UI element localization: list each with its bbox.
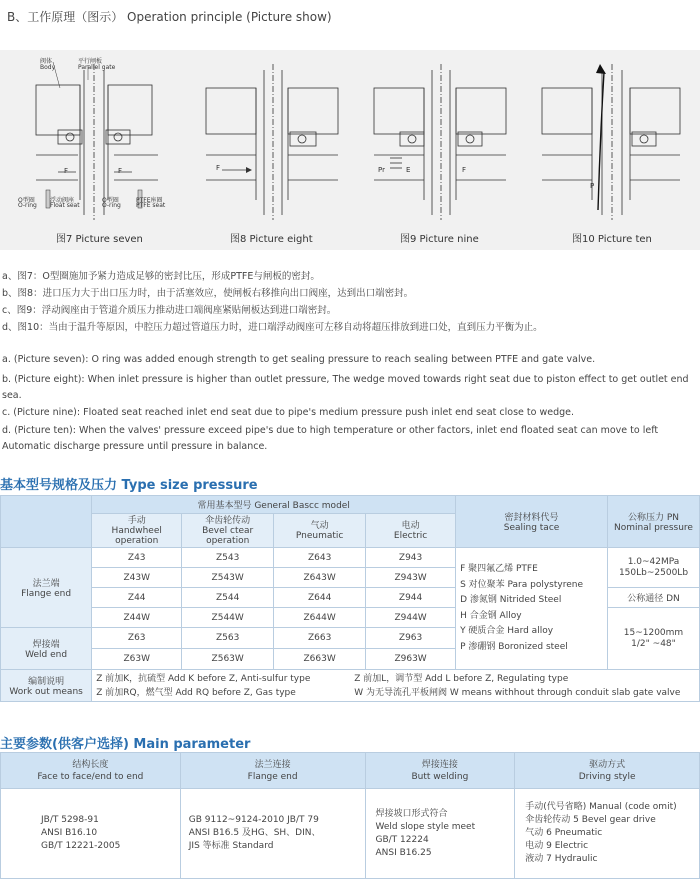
param-cell-face: JB/T 5298-91 ANSI B16.10 GB/T 12221-2005 bbox=[1, 789, 181, 879]
flange-end-label: 法兰端 Flange end bbox=[1, 548, 92, 628]
label-oring-en: O-ring bbox=[18, 202, 37, 209]
label-pr: Pr bbox=[378, 166, 385, 174]
model-cell: Z944 bbox=[366, 588, 456, 608]
seal-materials-list bbox=[456, 548, 608, 670]
model-cell: Z663 bbox=[274, 628, 366, 649]
pn-header: 公称压力 PN Nominal pressure bbox=[607, 496, 699, 548]
caption-fig8: 图8 Picture eight bbox=[230, 234, 313, 245]
caption-fig10: 图10 Picture ten bbox=[572, 234, 652, 245]
figure-eight-drawing bbox=[200, 50, 340, 225]
label-f-right: F bbox=[118, 167, 123, 175]
code-notes bbox=[92, 670, 700, 702]
pn-range: 1.0~42MPa 150Lb~2500Lb bbox=[607, 548, 699, 588]
label-oring2-cn: O型圈 bbox=[102, 197, 119, 204]
label-gate-en: Parallel gate bbox=[78, 64, 116, 71]
principle-en-c: c. (Picture nine): Floated seat reached inlet end seat due to pipe's medium pressure push inlet end seat close to wedge. bbox=[2, 407, 575, 418]
param-cell-drive: 手动(代号省略) Manual (code omit) 伞齿轮传动 5 Bevel gear drive 气动 6 Pneumatic 电动 9 Electric 液动 7 Hydraulic bbox=[515, 789, 700, 879]
model-cell: Z563 bbox=[182, 628, 274, 649]
label-gate-cn: 平行闸板 bbox=[78, 58, 103, 65]
model-cell: Z963 bbox=[366, 628, 456, 649]
param-cell-weld: 焊接坡口形式符合 Weld slope style meet GB/T 12224 ANSI B16.25 bbox=[365, 789, 515, 879]
model-cell: Z663W bbox=[274, 649, 366, 670]
col-electric: 电动 Electric bbox=[366, 514, 456, 548]
col-bevel: 伞齿轮传动 Bevel ctear operation bbox=[182, 514, 274, 548]
model-cell: Z644 bbox=[274, 588, 366, 608]
figure-eight bbox=[200, 50, 340, 245]
model-cell: Z63W bbox=[92, 649, 182, 670]
figure-band bbox=[0, 50, 700, 250]
code-note: Z 前加L，调节型 Add L before Z, Regulating type bbox=[354, 673, 569, 684]
code-note: Z 前加RQ，燃气型 Add RQ before Z, Gas type bbox=[96, 687, 296, 698]
model-cell: Z644W bbox=[274, 608, 366, 628]
col-manual: 手动 Handwheel operation bbox=[92, 514, 182, 548]
code-note: Z 前加K，抗硫型 Add K before Z, Anti-sulfur type bbox=[96, 673, 311, 684]
principle-cn-a: a、图7：O型圈施加予紧力造成足够的密封比压，形成PTFE与闸板的密封。 bbox=[2, 271, 320, 282]
principle-en-b: b. (Picture eight): When inlet pressure is higher than outlet pressure, The wedge moved towards right seat due to piston effect to get outlet end sea. bbox=[2, 374, 689, 401]
label-ptfe-cn: PTFE座圈 bbox=[136, 197, 163, 204]
label-body-cn: 阀体 bbox=[40, 58, 53, 65]
figure-ten-drawing bbox=[538, 50, 688, 225]
param-header: 法兰连接 Flange end bbox=[180, 753, 365, 789]
seal-material-item: H 合金钢 Alloy bbox=[460, 610, 522, 621]
seal-material-item: S 对位聚苯 Para polystyrene bbox=[460, 579, 583, 590]
col-pneumatic: 气动 Pneumatic bbox=[274, 514, 366, 548]
model-cell: Z44 bbox=[92, 588, 182, 608]
label-ptfe-en: PTFE seat bbox=[136, 202, 166, 209]
seal-material-item: Y 硬质合金 Hard alloy bbox=[460, 626, 554, 636]
dn-range: 15~1200mm 1/2" ~48" bbox=[607, 608, 699, 670]
principle-cn-d: d、图10：当由于温升等原因，中腔压力超过管道压力时，进口端浮动阀座可左移自动将超压排放到进口处，直到压力平衡为止。 bbox=[2, 322, 543, 333]
param-header: 驱动方式 Driving style bbox=[515, 753, 700, 789]
param-header: 焊接连接 Butt welding bbox=[365, 753, 515, 789]
model-cell: Z544W bbox=[182, 608, 274, 628]
model-cell: Z943W bbox=[366, 568, 456, 588]
main-param-heading: 主要参数(供客户选择) Main parameter bbox=[0, 737, 251, 752]
label-e: E bbox=[406, 166, 411, 174]
seal-header: 密封材料代号 Sealing tace bbox=[456, 496, 608, 548]
model-cell: Z943 bbox=[366, 548, 456, 568]
model-cell: Z643 bbox=[274, 548, 366, 568]
model-cell: Z44W bbox=[92, 608, 182, 628]
general-model-header: 常用基本型号 General Bascc model bbox=[92, 496, 456, 514]
principle-en-a: a. (Picture seven): O ring was added enough strength to get sealing pressure to reach sealing between PTFE and gate valve. bbox=[2, 354, 596, 365]
seal-material-item: P 渗硼钢 Boronized steel bbox=[460, 641, 568, 652]
label-f: F bbox=[216, 164, 221, 172]
label-oring-cn: O型圈 bbox=[18, 197, 35, 204]
weld-end-label: 焊接端 Weld end bbox=[1, 628, 92, 670]
model-cell: Z543 bbox=[182, 548, 274, 568]
label-float-en: Float seat bbox=[50, 202, 80, 209]
figure-nine bbox=[370, 50, 510, 245]
work-out-means-label: 编制说明 Work out means bbox=[1, 670, 92, 702]
figure-ten bbox=[538, 50, 688, 245]
model-cell: Z43W bbox=[92, 568, 182, 588]
model-cell: Z643W bbox=[274, 568, 366, 588]
label-float-cn: 浮动阀座 bbox=[50, 197, 75, 204]
caption-fig9: 图9 Picture nine bbox=[400, 234, 479, 245]
type-size-table bbox=[0, 495, 700, 702]
principle-cn-b: b、图8：进口压力大于出口压力时，由于活塞效应，使闸板右移推向出口阀座，达到出口端密封。 bbox=[2, 288, 414, 299]
label-f-left: F bbox=[64, 167, 69, 175]
model-cell: Z963W bbox=[366, 649, 456, 670]
param-cell-flange: GB 9112~9124-2010 JB/T 79 ANSI B16.5 及HG、SH、DIN、 JIS 等标准 Standard bbox=[180, 789, 365, 879]
dn-label: 公称通径 DN bbox=[607, 588, 699, 608]
model-cell: Z543W bbox=[182, 568, 274, 588]
param-header: 结构长度 Face to face/end to end bbox=[1, 753, 181, 789]
seal-material-item: F 聚四氟乙烯 PTFE bbox=[460, 564, 538, 574]
figure-seven bbox=[18, 50, 168, 245]
label-oring2-en: O-ring bbox=[102, 202, 121, 209]
section-title: B、工作原理（图示） Operation principle (Picture show) bbox=[7, 10, 332, 24]
model-cell: Z563W bbox=[182, 649, 274, 670]
label-f: F bbox=[462, 166, 467, 174]
label-body-en: Body bbox=[40, 64, 56, 71]
seal-material-item: D 渗氮钢 Nitrided Steel bbox=[460, 595, 562, 605]
model-cell: Z63 bbox=[92, 628, 182, 649]
model-cell: Z43 bbox=[92, 548, 182, 568]
principle-cn-c: c、图9：浮动阀座由于管道介质压力推动进口端阀座紧贴闸板达到进口端密封。 bbox=[2, 305, 337, 316]
caption-fig7: 图7 Picture seven bbox=[56, 234, 143, 245]
model-cell: Z944W bbox=[366, 608, 456, 628]
principle-en-d: d. (Picture ten): When the valves' pressure exceed pipe's due to high temperature or other factors, inlet end floated seat can move to left Automatic discharge pressure until pressure in balance. bbox=[2, 425, 659, 452]
figure-nine-drawing bbox=[370, 50, 510, 225]
type-size-heading: 基本型号规格及压力 Type size pressure bbox=[0, 478, 258, 493]
label-p: P bbox=[590, 182, 595, 190]
model-cell: Z544 bbox=[182, 588, 274, 608]
code-note: W 为无导流孔平板闸阀 W means withhout through conduit slab gate valve bbox=[354, 687, 681, 698]
main-param-table bbox=[0, 752, 700, 879]
